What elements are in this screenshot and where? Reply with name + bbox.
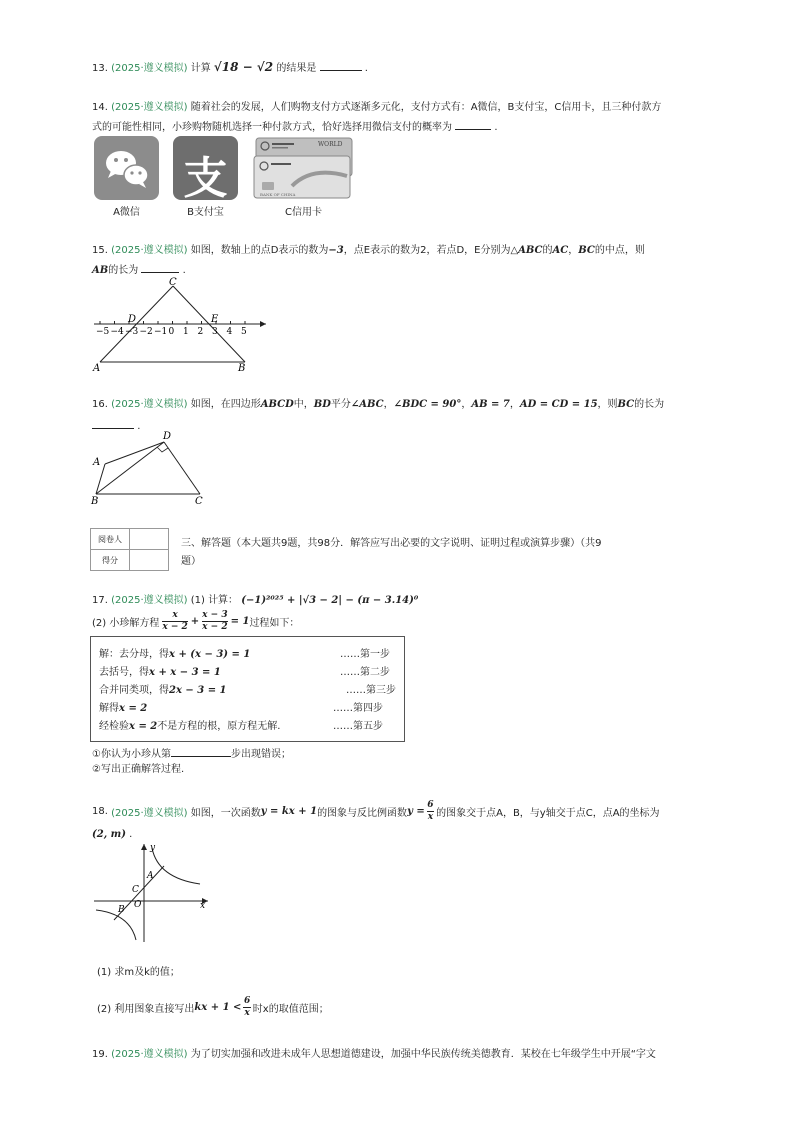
card-world-text: WORLD: [318, 141, 343, 148]
question-source: (2025·遵义模拟): [111, 807, 188, 819]
math-expression: √18 − √2: [213, 60, 274, 74]
question-number: 13.: [92, 63, 108, 74]
label-D: D: [128, 314, 137, 325]
label-B: B: [238, 363, 246, 374]
question-number: 15.: [92, 245, 108, 256]
equation-rhs: = 1: [230, 615, 250, 627]
question-14-line2: [92, 119, 498, 135]
denominator: x − 2: [202, 621, 228, 632]
numerator: 6: [243, 995, 251, 1006]
question-source: (2025·遵义模拟): [111, 399, 188, 410]
question-text: (2) 利用图象直接写出: [97, 1003, 195, 1015]
score-blank: [130, 550, 169, 571]
caption-alipay: B支付宝: [187, 207, 224, 218]
caption-credit-card: C信用卡: [285, 207, 322, 218]
question-text: 过程如下：: [249, 617, 300, 629]
tick-label: 1: [183, 327, 189, 337]
question-source: (2025·遵义模拟): [111, 63, 188, 74]
label-E: E: [211, 314, 219, 325]
question-text: 时x的取值范围；: [252, 1003, 329, 1015]
section-title: 三、解答题（本大题共9题，共98分．解答应写出必要的文字说明、证明过程或演算步骤）（共9: [181, 538, 602, 549]
math-quadrilateral: ABCD: [260, 399, 294, 410]
question-text: 如图，一次函数: [190, 807, 261, 819]
label-C: C: [195, 496, 203, 506]
inequality: kx + 1 <: [194, 1001, 242, 1013]
punctuation: .: [364, 63, 368, 74]
step-label-5: ……第五步: [333, 721, 383, 732]
question-text: 式的可能性相同，小珍购物随机选择一种付款方式，恰好选择用微信支付的概率为: [92, 122, 452, 133]
tick-label: −4: [110, 327, 124, 337]
denominator: x − 2: [162, 621, 188, 632]
score-cell: 得分: [91, 550, 130, 571]
tick-label: −5: [96, 327, 110, 337]
question-number: 19.: [92, 1049, 108, 1060]
math-angle: ∠ABC: [350, 399, 384, 410]
question-17-line2: [92, 608, 299, 634]
question-13: [92, 60, 368, 76]
step-label-4: ……第四步: [333, 703, 383, 714]
question-text: 的图象与反比例函数: [317, 807, 408, 819]
fraction-1: [162, 610, 187, 633]
question-source: (2025·遵义模拟): [111, 245, 188, 256]
card-bank-text: BANK OF CHINA: [260, 192, 296, 197]
question-17-sub1: [92, 746, 291, 762]
alipay-icon: [173, 136, 238, 204]
question-source: (2025·遵义模拟): [111, 1049, 188, 1060]
question-text: 如图，在四边形: [190, 399, 261, 410]
punctuation: ，: [461, 399, 472, 410]
math-segment: BC: [617, 399, 635, 410]
question-text: 的结果是: [276, 63, 317, 74]
figure-number-line-triangle: [88, 276, 268, 374]
tick-label: −1: [154, 327, 168, 337]
question-text: 的中点，则: [594, 245, 645, 256]
label-B: B: [118, 905, 125, 915]
math-equation: AD = CD = 15: [519, 399, 598, 410]
question-number: 17.: [92, 595, 108, 606]
question-text: 计算: [190, 63, 211, 74]
answer-blank: [320, 60, 362, 71]
question-text: 的: [542, 245, 553, 256]
math-segment: AB: [92, 265, 109, 276]
question-text: 中，: [293, 399, 314, 410]
grader-blank: [130, 529, 169, 550]
question-16-line1: [92, 398, 664, 412]
math-value: −3: [328, 245, 344, 256]
answer-blank: [141, 262, 179, 273]
label-O: O: [134, 900, 142, 910]
math-segment: BD: [313, 399, 331, 410]
math-expression: (−1)²⁰²⁵ + |√3 − 2| − (π − 3.14)⁰: [241, 595, 419, 606]
answer-blank: [171, 746, 231, 757]
label-C: C: [169, 277, 177, 288]
question-text: (1) 计算：: [190, 595, 239, 606]
punctuation: ，: [597, 399, 608, 410]
punctuation: .: [129, 829, 133, 840]
fraction-inequality: [243, 996, 250, 1019]
label-A: A: [93, 457, 101, 468]
punctuation: .: [182, 265, 186, 276]
punctuation: .: [137, 421, 141, 432]
wechat-icon: [94, 136, 159, 200]
numerator: x: [172, 609, 178, 620]
tick-label: 5: [241, 327, 247, 337]
step-label-2: ……第二步: [340, 667, 390, 678]
coordinate: (2, m): [92, 829, 126, 840]
question-source: (2025·遵义模拟): [111, 595, 188, 606]
label-B: B: [91, 496, 99, 506]
alipay-glyph: 支: [183, 153, 228, 204]
math-segment: AC: [552, 245, 569, 256]
question-17-sub2: ②写出正确解答过程.: [92, 764, 185, 775]
tick-label: −3: [125, 327, 139, 337]
solution-step-1: 解：去分母，得x + (x − 3) = 1: [99, 649, 251, 660]
punctuation: .: [494, 122, 498, 133]
fraction-2: [202, 610, 227, 633]
question-17-line1: [92, 594, 418, 608]
question-number: 14.: [92, 102, 108, 113]
grader-cell: 阅卷人: [91, 529, 130, 550]
step-label-3: ……第三步: [346, 685, 396, 696]
tick-label: 2: [197, 327, 204, 337]
question-text: (2) 小珍解方程: [92, 617, 160, 629]
tick-label: 0: [168, 327, 175, 337]
punctuation: ，: [509, 399, 520, 410]
fraction-inverse: [427, 800, 434, 823]
score-table: [90, 528, 169, 571]
question-15-line1: [92, 244, 645, 258]
solution-step-5: 经检验x = 2不是方程的根，原方程无解.: [99, 721, 281, 732]
plus-sign: +: [190, 615, 200, 627]
question-text: 则: [607, 399, 618, 410]
question-number: 18.: [92, 805, 108, 817]
numerator: 6: [427, 799, 434, 810]
punctuation: ，: [383, 399, 394, 410]
step-label-1: ……第一步: [340, 649, 390, 660]
question-text: 步出现错误；: [230, 749, 291, 760]
question-19: [92, 1048, 656, 1062]
question-text: 的图象交于点A，B，与y轴交于点C，点A的坐标为: [436, 807, 660, 819]
question-text: 的长为: [108, 265, 139, 276]
function-linear: y = kx + 1: [260, 805, 318, 817]
question-text: 平分: [330, 399, 351, 410]
math-segment: BC: [578, 245, 595, 256]
solution-step-2: 去括号，得x + x − 3 = 1: [99, 667, 221, 678]
question-text: 随着社会的发展，人们购物支付方式逐渐多元化，支付方式有：A微信，B支付宝，C信用卡，且三种付款方: [190, 102, 662, 113]
question-text: 如图，数轴上的点D表示的数为: [190, 245, 329, 256]
solution-step-3: 合并同类项，得2x − 3 = 1: [99, 685, 227, 696]
label-A: A: [93, 363, 101, 374]
label-D: D: [163, 431, 172, 442]
solution-box: [90, 636, 405, 742]
question-18-line1: [92, 798, 660, 824]
tick-label: −2: [139, 327, 153, 337]
math-triangle: △ABC: [510, 245, 543, 256]
credit-card-image: [252, 136, 355, 200]
figure-function-graph: [92, 840, 212, 944]
label-x: x: [200, 901, 206, 911]
label-C: C: [132, 885, 139, 895]
tick-label: 4: [226, 327, 233, 337]
tick-label: 3: [212, 327, 218, 337]
solution-step-4: 解得x = 2: [99, 703, 148, 714]
denominator: x: [427, 811, 434, 822]
function-inverse-lhs: y =: [407, 805, 425, 817]
question-text: 为了切实加强和改进未成年人思想道德建设，加强中华民族传统美德教育．某校在七年级学生中开展“字文: [190, 1049, 656, 1060]
figure-quadrilateral: [88, 428, 213, 506]
math-equation: AB = 7: [471, 399, 510, 410]
numerator: x − 3: [202, 609, 228, 620]
question-14-line1: [92, 101, 661, 115]
caption-wechat: A微信: [113, 207, 140, 218]
question-source: (2025·遵义模拟): [111, 102, 188, 113]
question-text: 的长为: [634, 399, 665, 410]
math-angle: ∠BDC = 90°: [393, 399, 462, 410]
question-text: ，点E表示的数为2，若点D，E分别为: [343, 245, 511, 256]
question-text: ①你认为小珍从第: [92, 749, 171, 760]
question-number: 16.: [92, 399, 108, 410]
section-title-cont: 题）: [181, 556, 201, 567]
question-18-sub1: (1) 求m及k的值；: [97, 967, 180, 978]
punctuation: ，: [568, 245, 579, 256]
denominator: x: [244, 1007, 250, 1018]
question-18-sub2: [97, 994, 329, 1020]
label-A: A: [147, 871, 154, 881]
label-y: y: [150, 843, 156, 853]
answer-blank: [455, 119, 491, 130]
